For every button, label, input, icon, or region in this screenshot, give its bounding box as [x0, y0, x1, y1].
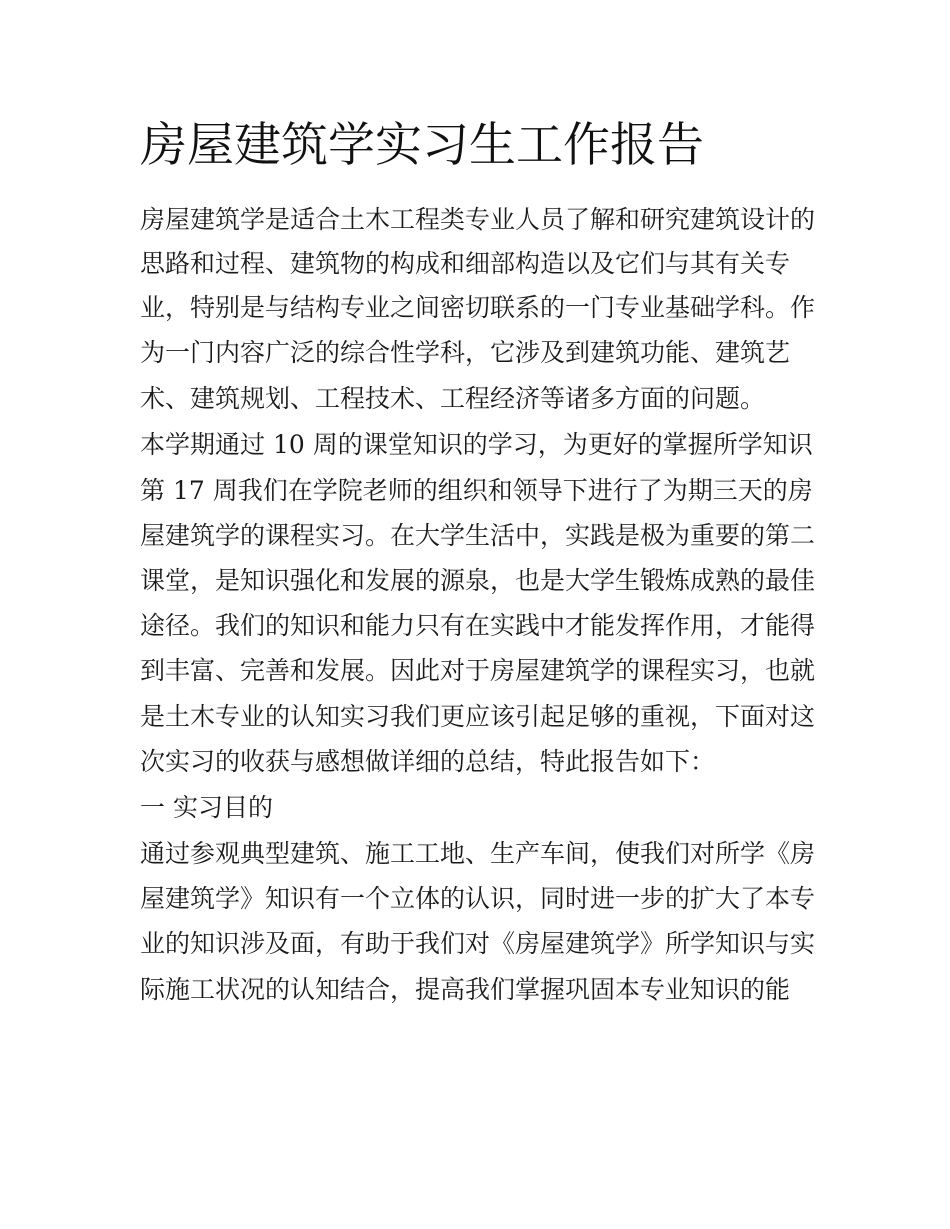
body-line: 通过参观典型建筑、施工工地、生产车间，使我们对所学《房	[140, 839, 816, 868]
body-line: 是土木专业的认知实习我们更应该引起足够的重视，下面对这	[140, 702, 816, 731]
body-line: 屋建筑学的课程实习。在大学生活中，实践是极为重要的第二	[140, 521, 816, 550]
body-line: 课堂，是知识强化和发展的源泉，也是大学生锻炼成熟的最佳	[140, 566, 816, 595]
body-line: 一 实习目的	[140, 793, 273, 822]
body-line: 为一门内容广泛的综合性学科，它涉及到建筑功能、建筑艺	[140, 338, 791, 367]
body-line: 思路和过程、建筑物的构成和细部构造以及它们与其有关专	[140, 249, 791, 278]
body-line: 到丰富、完善和发展。因此对于房屋建筑学的课程实习，也就	[140, 656, 816, 685]
body-line: 房屋建筑学是适合土木工程类专业人员了解和研究建筑设计的	[140, 205, 816, 234]
body-line: 际施工状况的认知结合，提高我们掌握巩固本专业知识的能	[140, 975, 791, 1004]
body-line: 业，特别是与结构专业之间密切联系的一门专业基础学科。作	[140, 293, 816, 322]
document-title: 房屋建筑学实习生工作报告	[140, 118, 704, 173]
body-line: 次实习的收获与感想做详细的总结，特此报告如下：	[140, 747, 716, 776]
body-line: 本学期通过 10 周的课堂知识的学习，为更好的掌握所学知识	[140, 430, 813, 459]
body-line: 第 17 周我们在学院老师的组织和领导下进行了为期三天的房	[140, 476, 813, 505]
body-line: 术、建筑规划、工程技术、工程经济等诸多方面的问题。	[140, 384, 766, 413]
body-line: 屋建筑学》知识有一个立体的认识，同时进一步的扩大了本专	[140, 884, 816, 913]
body-line: 途径。我们的知识和能力只有在实践中才能发挥作用，才能得	[140, 611, 816, 640]
body-line: 业的知识涉及面，有助于我们对《房屋建筑学》所学知识与实	[140, 929, 816, 958]
